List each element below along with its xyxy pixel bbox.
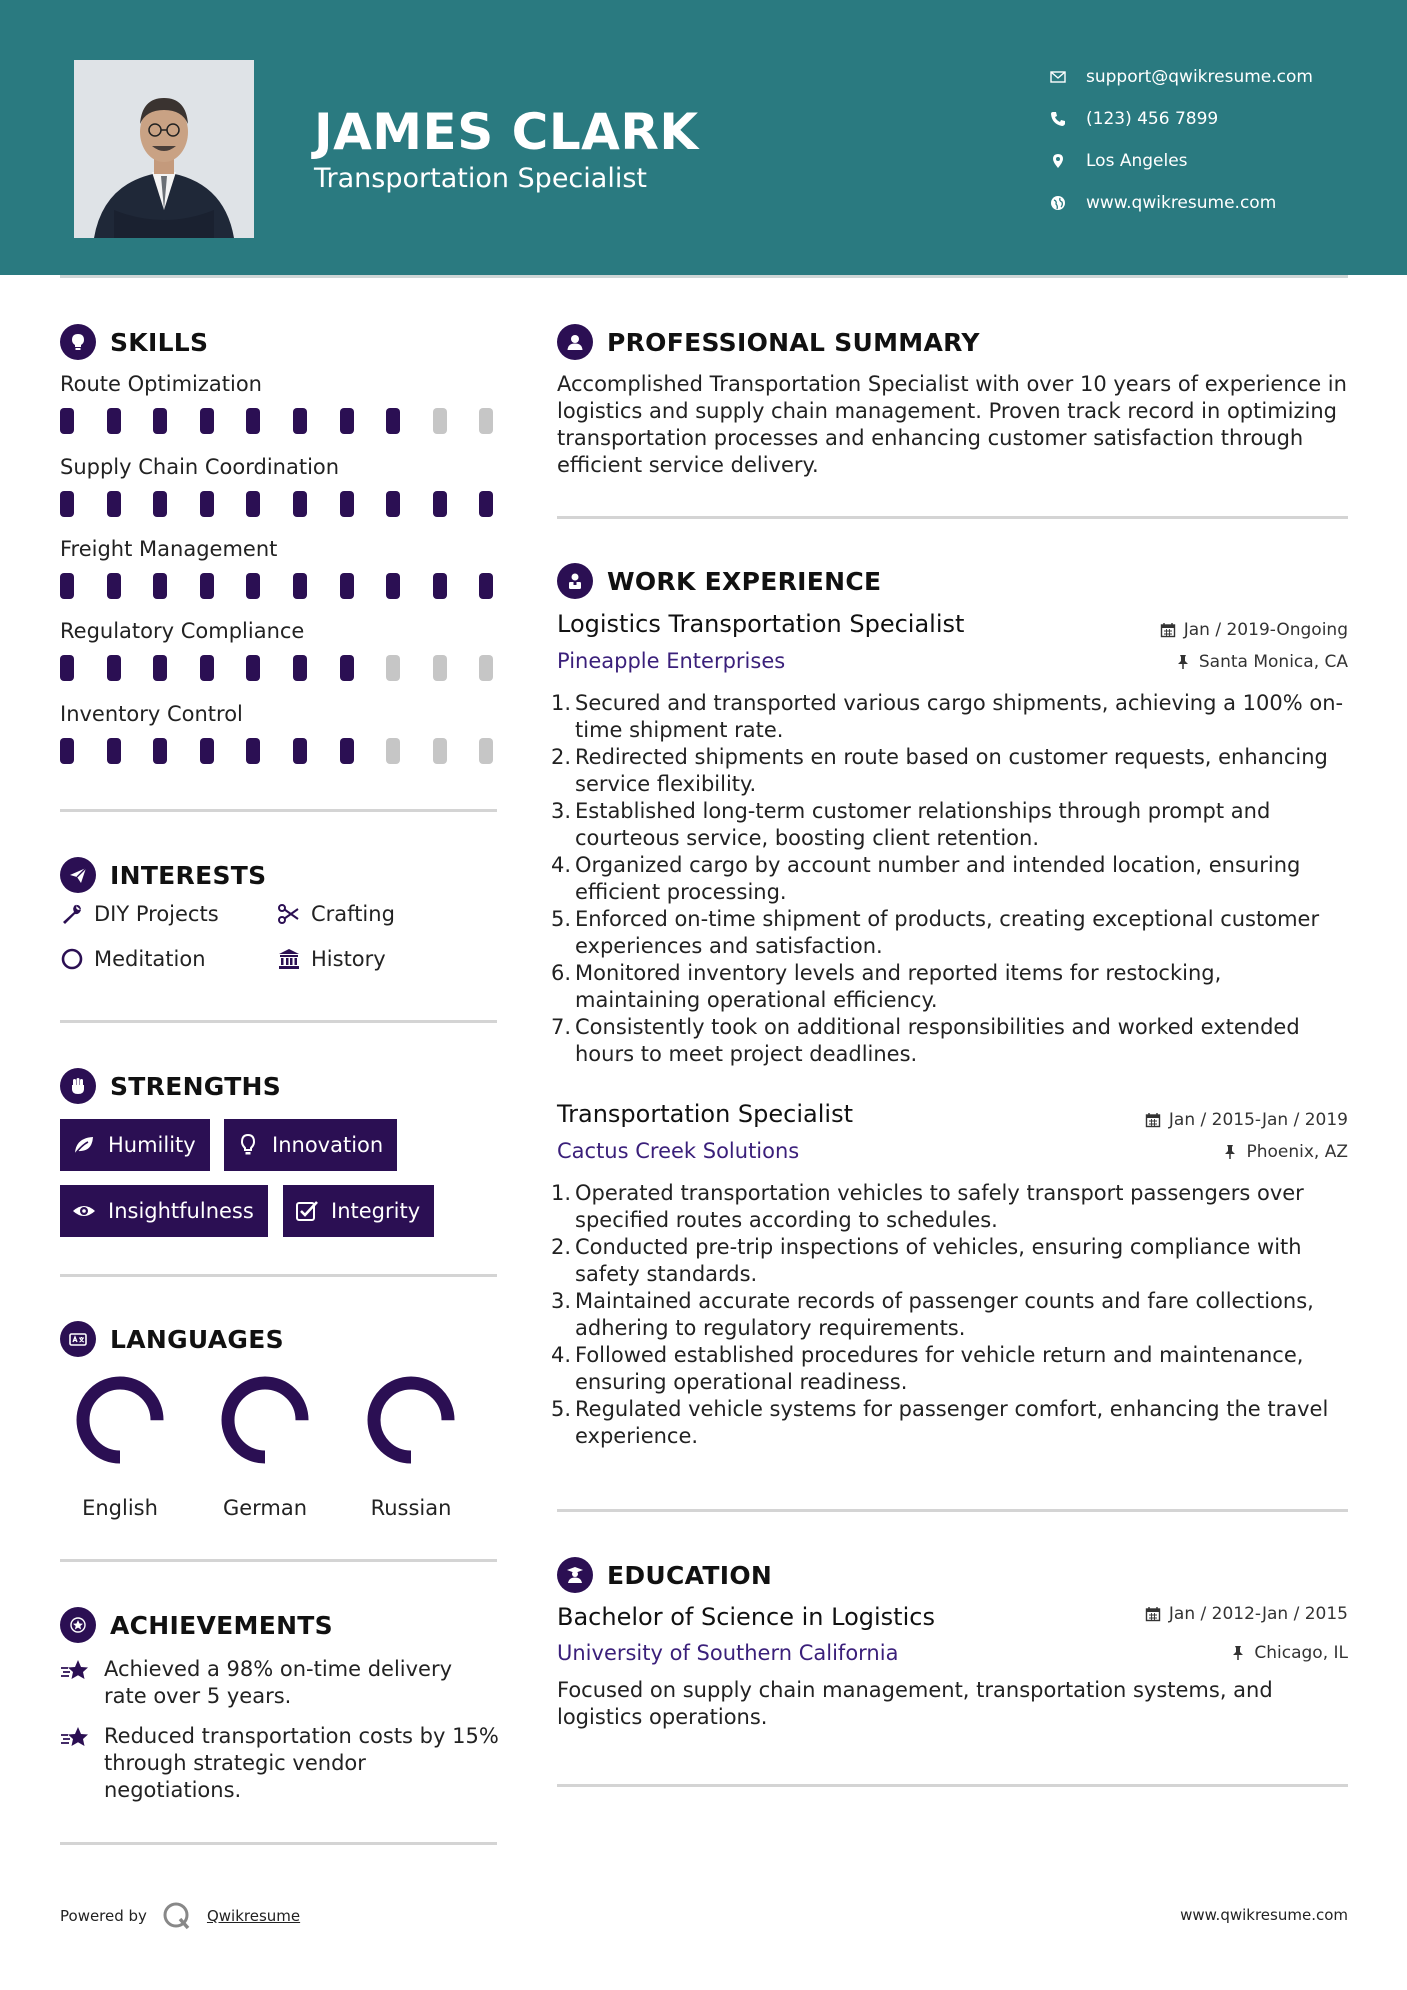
list-item: 5. Enforced on-time shipment of products, creating exceptional customer experiences and satisfaction.	[551, 907, 1320, 958]
skill-dot	[340, 738, 354, 764]
section-divider	[60, 1842, 497, 1845]
summary-heading: PROFESSIONAL SUMMARY	[557, 324, 980, 360]
skill-dot	[479, 655, 493, 681]
pin-icon	[1230, 1645, 1246, 1661]
fist-icon	[60, 1068, 96, 1104]
job-responsibilities	[551, 1180, 1347, 1450]
skill-dot	[293, 573, 307, 599]
education-heading: EDUCATION	[557, 1557, 772, 1593]
contact-email[interactable]: support@qwikresume.com	[1050, 56, 1390, 98]
skill-level	[60, 738, 526, 764]
qwikresume-logo-icon	[161, 1900, 193, 1932]
achievement-item: Achieved a 98% on-time delivery rate over 5 years.	[60, 1656, 500, 1710]
education-dates: Jan / 2012-Jan / 2015	[1145, 1604, 1348, 1624]
interest-item: DIY Projects	[60, 902, 219, 926]
skill-name: Freight Management	[60, 537, 278, 561]
skill-dot	[107, 738, 121, 764]
star-icon	[60, 1658, 90, 1684]
section-divider	[557, 516, 1348, 519]
education-location: Chicago, IL	[1230, 1643, 1348, 1663]
skill-dot	[386, 655, 400, 681]
interest-item: History	[277, 947, 386, 971]
list-item: 4. Followed established procedures for vehicle return and maintenance, ensuring operational readiness.	[551, 1343, 1304, 1394]
list-item: 7. Consistently took on additional responsibilities and worked extended hours to meet project deadlines.	[551, 1015, 1300, 1066]
strength-badge: Humility	[60, 1119, 210, 1171]
language-level-arc	[83, 1383, 157, 1457]
skill-dot	[246, 408, 260, 434]
qwikresume-link[interactable]: Qwikresume	[206, 1907, 301, 1925]
section-divider	[60, 1274, 497, 1277]
education-description: Focused on supply chain management, transportation systems, and logistics operations.	[557, 1678, 1273, 1729]
skill-name: Supply Chain Coordination	[60, 455, 340, 479]
section-divider	[60, 1559, 497, 1562]
skill-dot	[386, 491, 400, 517]
skill-dot	[340, 408, 354, 434]
skill-dot	[153, 573, 167, 599]
skill-dot	[107, 408, 121, 434]
list-item: 2. Conducted pre-trip inspections of vehicles, ensuring compliance with safety standards.	[551, 1235, 1302, 1286]
envelope-icon	[1050, 69, 1086, 85]
interest-item: Meditation	[60, 947, 206, 971]
school-name: University of Southern California	[557, 1641, 899, 1665]
company-name: Cactus Creek Solutions	[557, 1139, 800, 1163]
skill-dot	[107, 491, 121, 517]
skill-dot	[293, 408, 307, 434]
strength-badge: Innovation	[224, 1119, 397, 1171]
interest-item: Crafting	[277, 902, 395, 926]
skill-dot	[153, 655, 167, 681]
header-divider	[60, 275, 1348, 278]
achievement-item: Reduced transportation costs by 15% through strategic vendor negotiations.	[60, 1723, 500, 1804]
phone-icon	[1050, 111, 1086, 127]
skill-dot	[60, 573, 74, 599]
scissors-icon	[277, 902, 301, 926]
skill-dot	[433, 408, 447, 434]
skill-level	[60, 573, 526, 599]
job-location: Santa Monica, CA	[1175, 652, 1348, 672]
language-level-arc	[374, 1383, 448, 1457]
skill-dot	[479, 573, 493, 599]
skill-dot	[246, 573, 260, 599]
skill-name: Route Optimization	[60, 372, 262, 396]
circle-icon	[60, 947, 84, 971]
footer-powered-by: Powered by Qwikresume	[60, 1900, 300, 1932]
skill-dot	[433, 491, 447, 517]
skill-dot	[293, 738, 307, 764]
skill-dot	[433, 573, 447, 599]
skill-dot	[479, 738, 493, 764]
list-item: 4. Organized cargo by account number and intended location, ensuring efficient processing.	[551, 853, 1301, 904]
calendar-icon	[1160, 622, 1176, 638]
skill-dot	[200, 491, 214, 517]
skill-dot	[479, 408, 493, 434]
language-level-ring	[74, 1374, 166, 1466]
skill-dot	[386, 573, 400, 599]
skill-dot	[246, 655, 260, 681]
job-responsibilities	[551, 690, 1347, 1068]
section-divider	[60, 809, 497, 812]
list-item: 5. Regulated vehicle systems for passenger comfort, enhancing the travel experience.	[551, 1397, 1329, 1448]
eye-icon	[72, 1199, 96, 1223]
calendar-icon	[1145, 1606, 1161, 1622]
contact-info	[1050, 56, 1390, 224]
list-item: 3. Maintained accurate records of passenger counts and fare collections, adhering to regulatory requirements.	[551, 1289, 1314, 1340]
job-title: Transportation Specialist	[557, 1100, 853, 1128]
skill-dot	[433, 655, 447, 681]
language-item: English	[50, 1374, 190, 1520]
section-divider	[557, 1784, 1348, 1787]
strength-badge: Integrity	[283, 1185, 434, 1237]
contact-website[interactable]: www.qwikresume.com	[1050, 182, 1390, 224]
language-icon	[60, 1321, 96, 1357]
skill-dot	[153, 491, 167, 517]
interests-heading: INTERESTS	[60, 857, 266, 893]
footer-website[interactable]: www.qwikresume.com	[1180, 1906, 1348, 1924]
lightbulb-icon	[236, 1133, 260, 1157]
star-icon	[60, 1725, 90, 1751]
skill-dot	[153, 408, 167, 434]
list-item: 6. Monitored inventory levels and reported items for restocking, maintaining operational efficiency.	[551, 961, 1222, 1012]
skill-dot	[60, 738, 74, 764]
skill-dot	[340, 573, 354, 599]
skill-dot	[340, 655, 354, 681]
language-level-arc	[228, 1383, 302, 1457]
language-level-ring	[219, 1374, 311, 1466]
skills-heading: SKILLS	[60, 324, 208, 360]
strengths-heading: STRENGTHS	[60, 1068, 281, 1104]
skill-dot	[60, 655, 74, 681]
language-level-ring	[365, 1374, 457, 1466]
section-divider	[557, 1509, 1348, 1512]
contact-location: Los Angeles	[1050, 140, 1390, 182]
skill-dot	[479, 491, 493, 517]
section-divider	[60, 1020, 497, 1023]
paper-plane-icon	[60, 857, 96, 893]
check-square-icon	[295, 1199, 319, 1223]
pin-icon	[1222, 1144, 1238, 1160]
list-item: 1. Secured and transported various cargo shipments, achieving a 100% on-time shipment rate.	[551, 691, 1344, 742]
list-item: 1. Operated transportation vehicles to safely transport passengers over specified routes according to schedules.	[551, 1181, 1304, 1232]
bank-icon	[277, 947, 301, 971]
experience-heading: WORK EXPERIENCE	[557, 563, 881, 599]
skill-dot	[246, 738, 260, 764]
job-title: Logistics Transportation Specialist	[557, 610, 965, 638]
skill-dot	[107, 655, 121, 681]
job-location: Phoenix, AZ	[1222, 1142, 1348, 1162]
skill-dot	[340, 491, 354, 517]
lightbulb-icon	[60, 324, 96, 360]
candidate-role: Transportation Specialist	[314, 163, 647, 194]
skill-dot	[386, 408, 400, 434]
skill-name: Regulatory Compliance	[60, 619, 305, 643]
skill-dot	[293, 655, 307, 681]
skill-level	[60, 491, 526, 517]
summary-text: Accomplished Transportation Specialist with over 10 years of experience in logistics and supply chain management. Proven track record in optimizing transportation processes and enhancing customer satisfaction through efficient service delivery.	[557, 372, 1347, 477]
calendar-icon	[1145, 1112, 1161, 1128]
graduate-icon	[557, 1557, 593, 1593]
skill-level	[60, 408, 526, 434]
skill-dot	[200, 655, 214, 681]
skill-dot	[200, 408, 214, 434]
header	[0, 0, 1407, 275]
wrench-icon	[60, 902, 84, 926]
job-dates: Jan / 2015-Jan / 2019	[1145, 1110, 1348, 1130]
achievements-heading: ACHIEVEMENTS	[60, 1607, 333, 1643]
skill-dot	[433, 738, 447, 764]
skill-dot	[246, 491, 260, 517]
skill-dot	[386, 738, 400, 764]
map-marker-icon	[1050, 153, 1086, 169]
skill-name: Inventory Control	[60, 702, 243, 726]
skill-level	[60, 655, 526, 681]
skill-dot	[200, 738, 214, 764]
contact-phone[interactable]: (123) 456 7899	[1050, 98, 1390, 140]
leaf-icon	[72, 1133, 96, 1157]
skill-dot	[60, 408, 74, 434]
language-item: German	[195, 1374, 335, 1520]
skill-dot	[200, 573, 214, 599]
list-item: 3. Established long-term customer relationships through prompt and courteous service, boosting client retention.	[551, 799, 1271, 850]
languages-heading: LANGUAGES	[60, 1321, 284, 1357]
company-name: Pineapple Enterprises	[557, 649, 786, 673]
profile-photo	[74, 60, 254, 238]
globe-icon	[1050, 195, 1086, 211]
language-item: Russian	[341, 1374, 481, 1520]
candidate-name: JAMES CLARK	[314, 103, 699, 161]
user-icon	[557, 324, 593, 360]
degree-title: Bachelor of Science in Logistics	[557, 1603, 935, 1631]
list-item: 2. Redirected shipments en route based on customer requests, enhancing service flexibility.	[551, 745, 1328, 796]
strength-badge: Insightfulness	[60, 1185, 268, 1237]
skill-dot	[153, 738, 167, 764]
skill-dot	[293, 491, 307, 517]
skill-dot	[107, 573, 121, 599]
pin-icon	[1175, 654, 1191, 670]
job-dates: Jan / 2019-Ongoing	[1160, 620, 1348, 640]
star-icon	[60, 1607, 96, 1643]
skill-dot	[60, 491, 74, 517]
briefcase-user-icon	[557, 563, 593, 599]
